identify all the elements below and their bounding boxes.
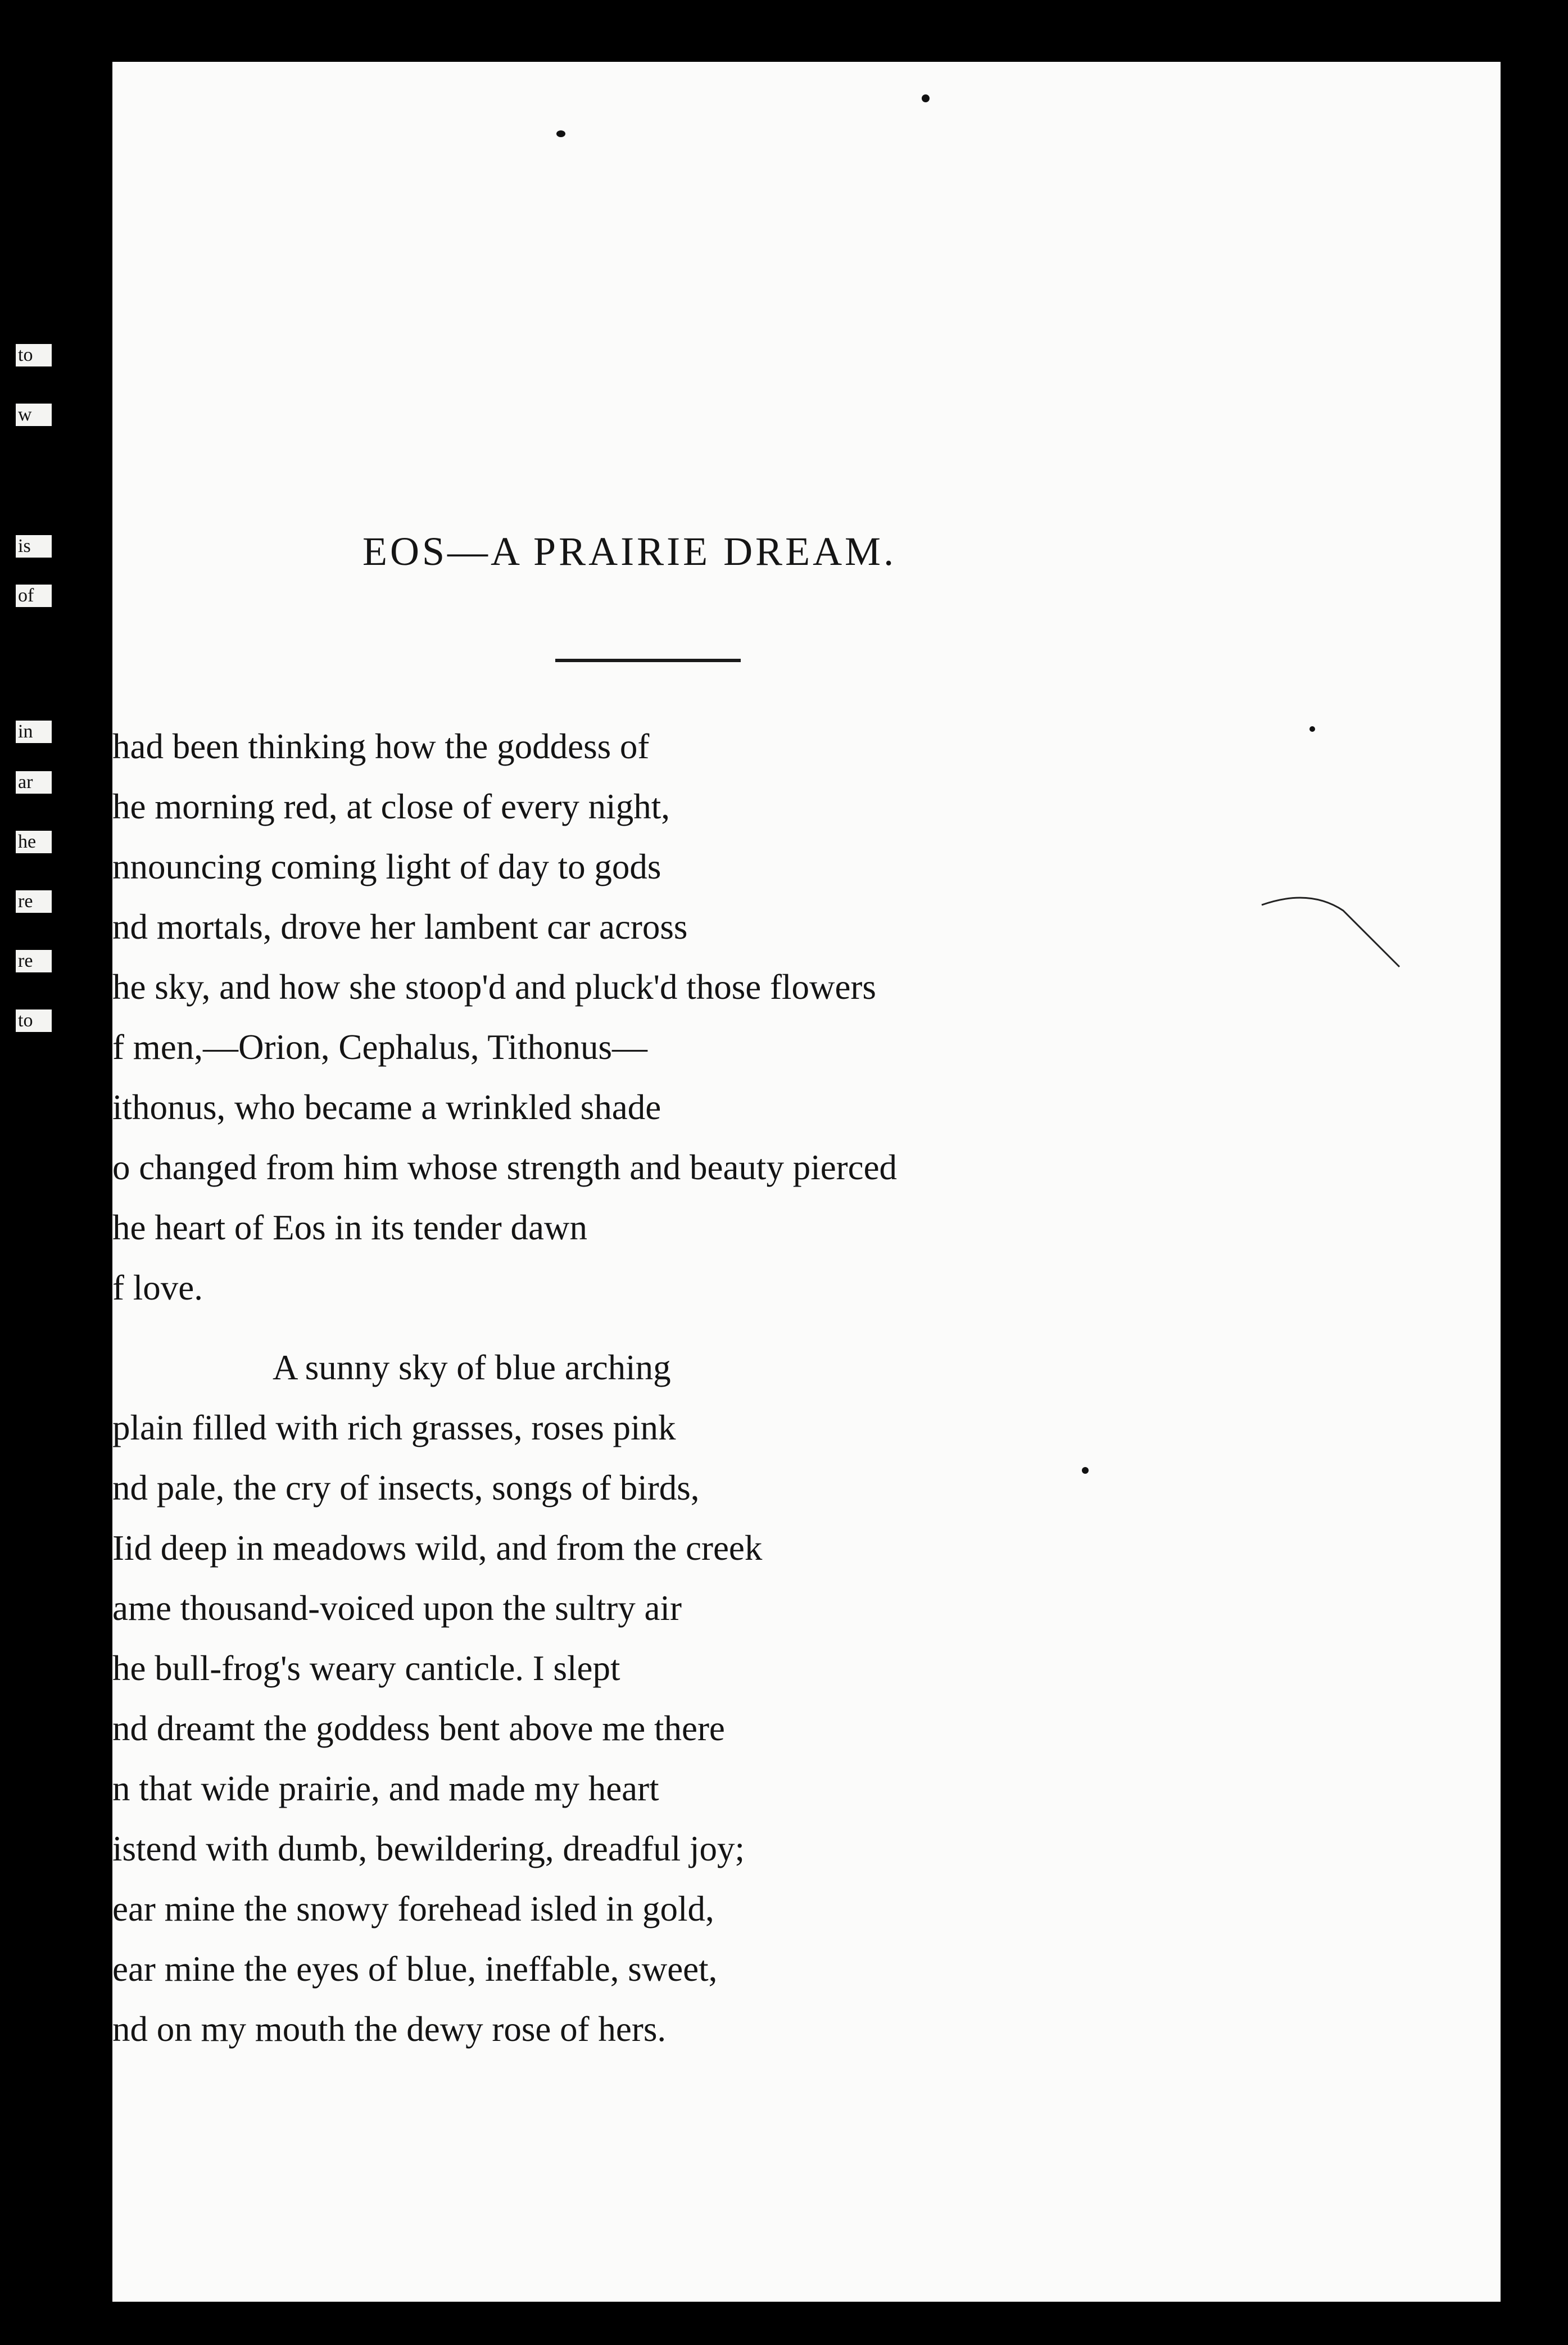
margin-fragment: w	[16, 404, 52, 426]
poem-line: ear mine the eyes of blue, ineffable, sweet,	[112, 1949, 718, 1989]
ink-speck	[556, 130, 565, 137]
poem-line: ear mine the snowy forehead isled in gold,	[112, 1889, 714, 1928]
poem-line: o changed from him whose strength and beauty pierced	[112, 1148, 898, 1187]
poem-line: nd dreamt the goddess bent above me there	[112, 1709, 725, 1748]
poem-line: he sky, and how she stoop'd and pluck'd those flowers	[112, 967, 876, 1007]
poem-body	[112, 717, 1461, 2059]
stanza-1	[112, 717, 1461, 1318]
poem-line: nd on my mouth the dewy rose of hers.	[112, 2009, 667, 2049]
margin-fragment: to	[16, 344, 52, 366]
ink-speck	[922, 94, 930, 102]
poem-line: nd pale, the cry of insects, songs of birds,	[112, 1468, 700, 1508]
title-rule	[555, 659, 741, 662]
page-title: EOS—A PRAIRIE DREAM.	[362, 529, 897, 574]
poem-line: he bull-frog's weary canticle. I slept	[112, 1649, 620, 1688]
poem-line: f love.	[112, 1268, 203, 1307]
poem-line: ame thousand-voiced upon the sultry air	[112, 1588, 682, 1628]
poem-line: he heart of Eos in its tender dawn	[112, 1208, 587, 1247]
poem-line: nd mortals, drove her lambent car across	[112, 907, 688, 947]
margin-fragment: ar	[16, 771, 52, 794]
margin-fragment: of	[16, 585, 52, 607]
poem-line: istend with dumb, bewildering, dreadful joy;	[112, 1829, 745, 1868]
poem-line: ithonus, who became a wrinkled shade	[112, 1088, 661, 1127]
margin-fragment: re	[16, 950, 52, 972]
poem-line: f men,—Orion, Cephalus, Tithonus—	[112, 1027, 648, 1067]
left-page-edge	[0, 0, 112, 2345]
margin-fragment: in	[16, 721, 52, 743]
poem-line: he morning red, at close of every night,	[112, 787, 670, 826]
poem-line: had been thinking how the goddess of	[112, 727, 650, 766]
margin-fragment: is	[16, 535, 52, 558]
poem-line: Iid deep in meadows wild, and from the creek	[112, 1528, 763, 1568]
stanza-2	[112, 1338, 1461, 2059]
book-page	[112, 62, 1501, 2302]
poem-line: A sunny sky of blue arching	[273, 1348, 671, 1387]
poem-line: plain filled with rich grasses, roses pink	[112, 1408, 676, 1447]
margin-fragment: he	[16, 831, 52, 853]
poem-line: nnouncing coming light of day to gods	[112, 847, 661, 886]
poem-line: n that wide prairie, and made my heart	[112, 1769, 659, 1808]
margin-fragment: re	[16, 890, 52, 913]
margin-fragment: to	[16, 1009, 52, 1032]
